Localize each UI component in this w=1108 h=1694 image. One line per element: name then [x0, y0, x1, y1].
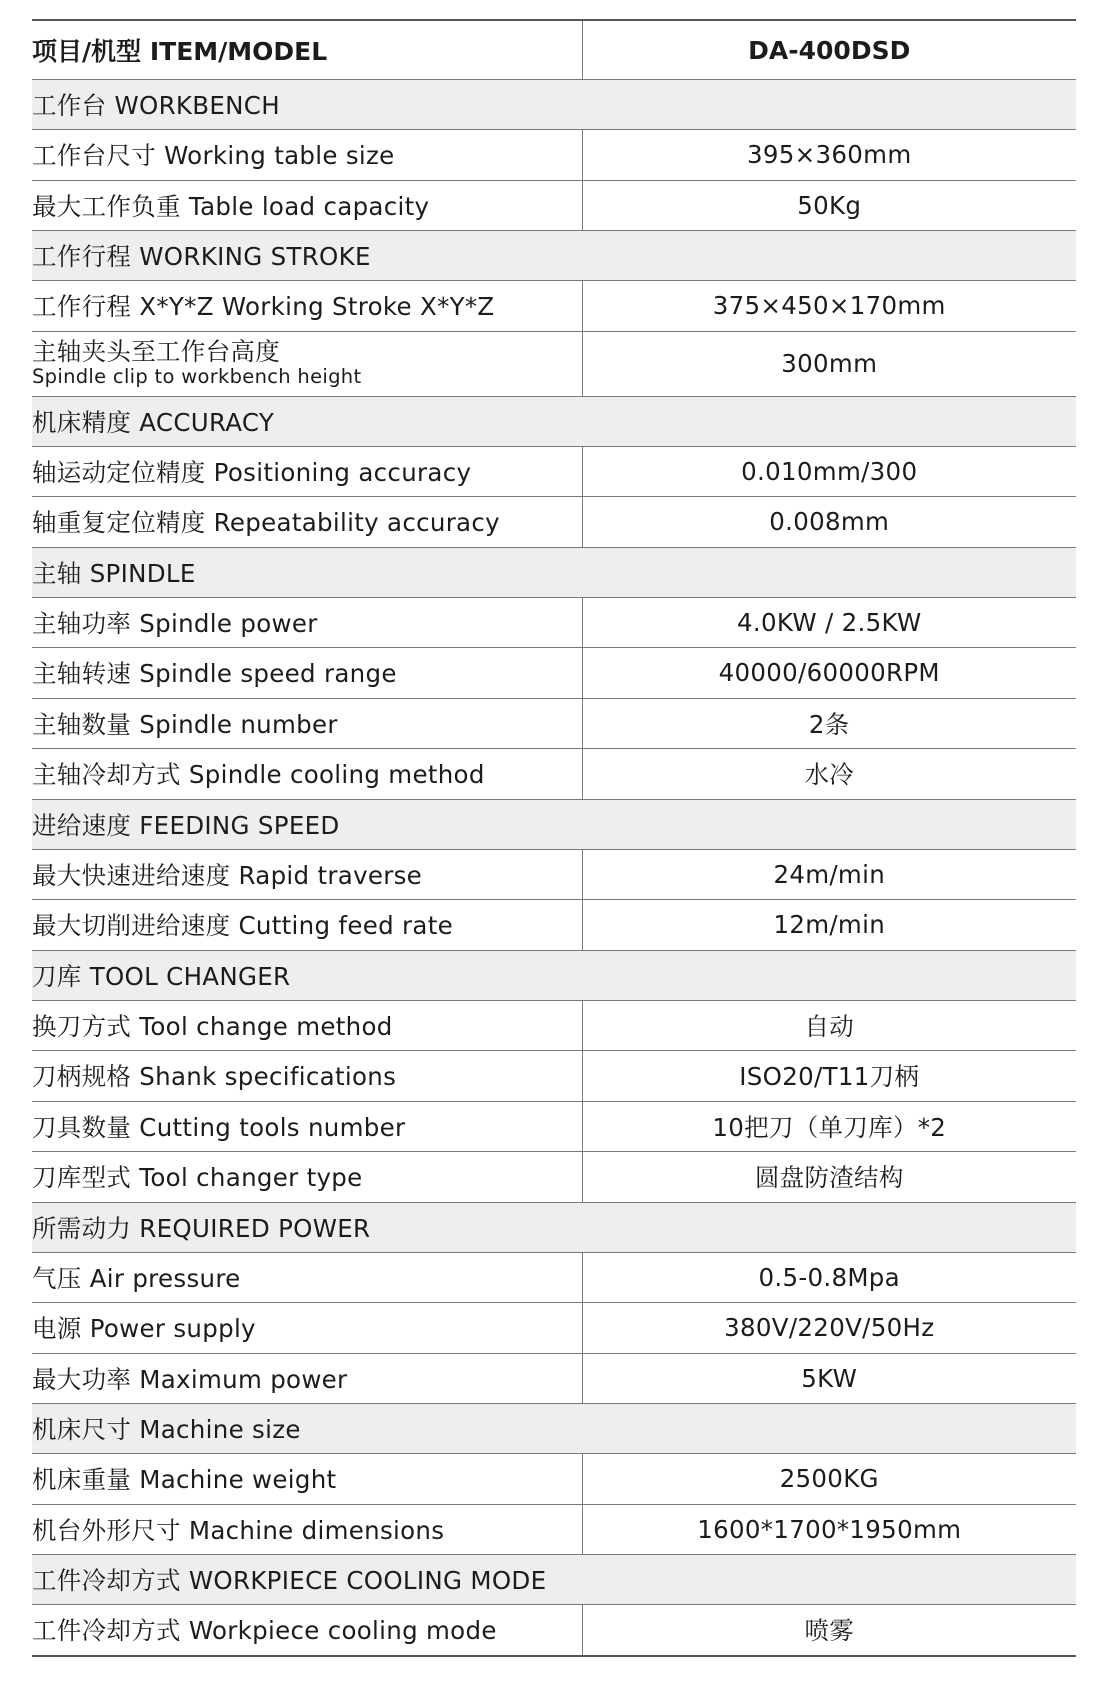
section-header-row	[32, 1555, 1076, 1605]
section-title: 所需动力 REQUIRED POWER	[32, 1202, 1076, 1252]
spec-value: 0.5-0.8Mpa	[582, 1252, 1076, 1303]
section-title: 机床尺寸 Machine size	[32, 1404, 1076, 1454]
spec-value: 0.008mm	[582, 497, 1076, 548]
spec-label-cell: 刀库型式 Tool changer type	[32, 1152, 582, 1203]
spec-value: 50Kg	[582, 180, 1076, 231]
spec-label-cell: 机台外形尺寸 Machine dimensions	[32, 1504, 582, 1555]
spec-value: 水冷	[582, 749, 1076, 800]
section-header-row	[32, 396, 1076, 446]
section-header-row	[32, 1202, 1076, 1252]
table-row	[32, 597, 1076, 648]
spec-value: 0.010mm/300	[582, 446, 1076, 497]
section-title: 刀库 TOOL CHANGER	[32, 950, 1076, 1000]
section-header-row	[32, 1404, 1076, 1454]
spec-value: 4.0KW / 2.5KW	[582, 597, 1076, 648]
section-title: 主轴 SPINDLE	[32, 547, 1076, 597]
spec-label-cell: 最大功率 Maximum power	[32, 1353, 582, 1404]
section-header-row	[32, 950, 1076, 1000]
spec-value: 喷雾	[582, 1605, 1076, 1656]
table-row	[32, 130, 1076, 181]
table-header-row	[32, 20, 1076, 80]
spec-value: 5KW	[582, 1353, 1076, 1404]
section-title: 工作台 WORKBENCH	[32, 80, 1076, 130]
spec-label-cell: 最大切削进给速度 Cutting feed rate	[32, 900, 582, 951]
table-row	[32, 1605, 1076, 1656]
spec-value: 2条	[582, 698, 1076, 749]
section-header-row	[32, 231, 1076, 281]
spec-value: 1600*1700*1950mm	[582, 1504, 1076, 1555]
spec-label: 主轴夹头至工作台高度	[32, 337, 280, 367]
spec-label-cell: 主轴功率 Spindle power	[32, 597, 582, 648]
spec-label-cell: 工件冷却方式 Workpiece cooling mode	[32, 1616, 497, 1646]
table-row	[32, 849, 1076, 900]
spec-value: 300mm	[582, 331, 1076, 396]
model-name: DA-400DSD	[582, 20, 1076, 80]
table-row	[32, 331, 1076, 396]
spec-value: ISO20/T11刀柄	[582, 1051, 1076, 1102]
section-header-row	[32, 80, 1076, 130]
table-row	[32, 1101, 1076, 1152]
table-row	[32, 1051, 1076, 1102]
table-row	[32, 698, 1076, 749]
spec-label-cell: 气压 Air pressure	[32, 1252, 582, 1303]
spec-value: 10把刀（单刀库）*2	[582, 1101, 1076, 1152]
table-row	[32, 446, 1076, 497]
table-row	[32, 1353, 1076, 1404]
table-row	[32, 1152, 1076, 1203]
spec-value: 395×360mm	[582, 130, 1076, 181]
spec-label-cell: 轴重复定位精度 Repeatability accuracy	[32, 497, 582, 548]
spec-value: 375×450×170mm	[582, 281, 1076, 332]
table-row	[32, 1303, 1076, 1354]
table-row	[32, 1454, 1076, 1505]
spec-label-cell: 轴运动定位精度 Positioning accuracy	[32, 446, 582, 497]
spec-label-cell: 换刀方式 Tool change method	[32, 1000, 582, 1051]
section-title: 机床精度 ACCURACY	[32, 396, 1076, 446]
item-model-label: 项目/机型 ITEM/MODEL	[32, 20, 582, 80]
section-title: 进给速度 FEEDING SPEED	[32, 799, 1076, 849]
table-row	[32, 648, 1076, 699]
table-row	[32, 281, 1076, 332]
spec-label-cell: 工作行程 X*Y*Z Working Stroke X*Y*Z	[32, 281, 582, 332]
spec-label-cell: 最大快速进给速度 Rapid traverse	[32, 849, 582, 900]
spec-value: 380V/220V/50Hz	[582, 1303, 1076, 1354]
table-row	[32, 180, 1076, 231]
spec-label-cell: 工作台尺寸 Working table size	[32, 130, 582, 181]
spec-value: 2500KG	[582, 1454, 1076, 1505]
spec-label-cell: 主轴数量 Spindle number	[32, 698, 582, 749]
spec-label-cell: 最大工作负重 Table load capacity	[32, 180, 582, 231]
table-row	[32, 1504, 1076, 1555]
table-row	[32, 497, 1076, 548]
spec-label-cell: 刀具数量 Cutting tools number	[32, 1101, 582, 1152]
section-header-row	[32, 547, 1076, 597]
spec-value: 24m/min	[582, 849, 1076, 900]
spec-table-body	[32, 20, 1076, 1656]
spec-label-cell: 电源 Power supply	[32, 1303, 582, 1354]
spec-value: 40000/60000RPM	[582, 648, 1076, 699]
spec-value: 圆盘防渣结构	[582, 1152, 1076, 1203]
section-header-row	[32, 799, 1076, 849]
spec-label-cell: 机床重量 Machine weight	[32, 1454, 582, 1505]
table-row	[32, 900, 1076, 951]
section-title: 工作行程 WORKING STROKE	[32, 231, 1076, 281]
table-row	[32, 1000, 1076, 1051]
table-row	[32, 1252, 1076, 1303]
spec-value: 12m/min	[582, 900, 1076, 951]
spec-label-cell: 刀柄规格 Shank specifications	[32, 1051, 582, 1102]
section-title: 工件冷却方式 WORKPIECE COOLING MODE	[32, 1555, 1076, 1605]
spec-label-cell: 主轴转速 Spindle speed range	[32, 648, 582, 699]
spec-label-cell	[32, 331, 582, 396]
spec-label-cell: 主轴冷却方式 Spindle cooling method	[32, 749, 582, 800]
spec-sublabel: Spindle clip to workbench height	[32, 365, 362, 389]
spec-value: 自动	[582, 1000, 1076, 1051]
table-row	[32, 749, 1076, 800]
spec-table	[32, 19, 1076, 1657]
